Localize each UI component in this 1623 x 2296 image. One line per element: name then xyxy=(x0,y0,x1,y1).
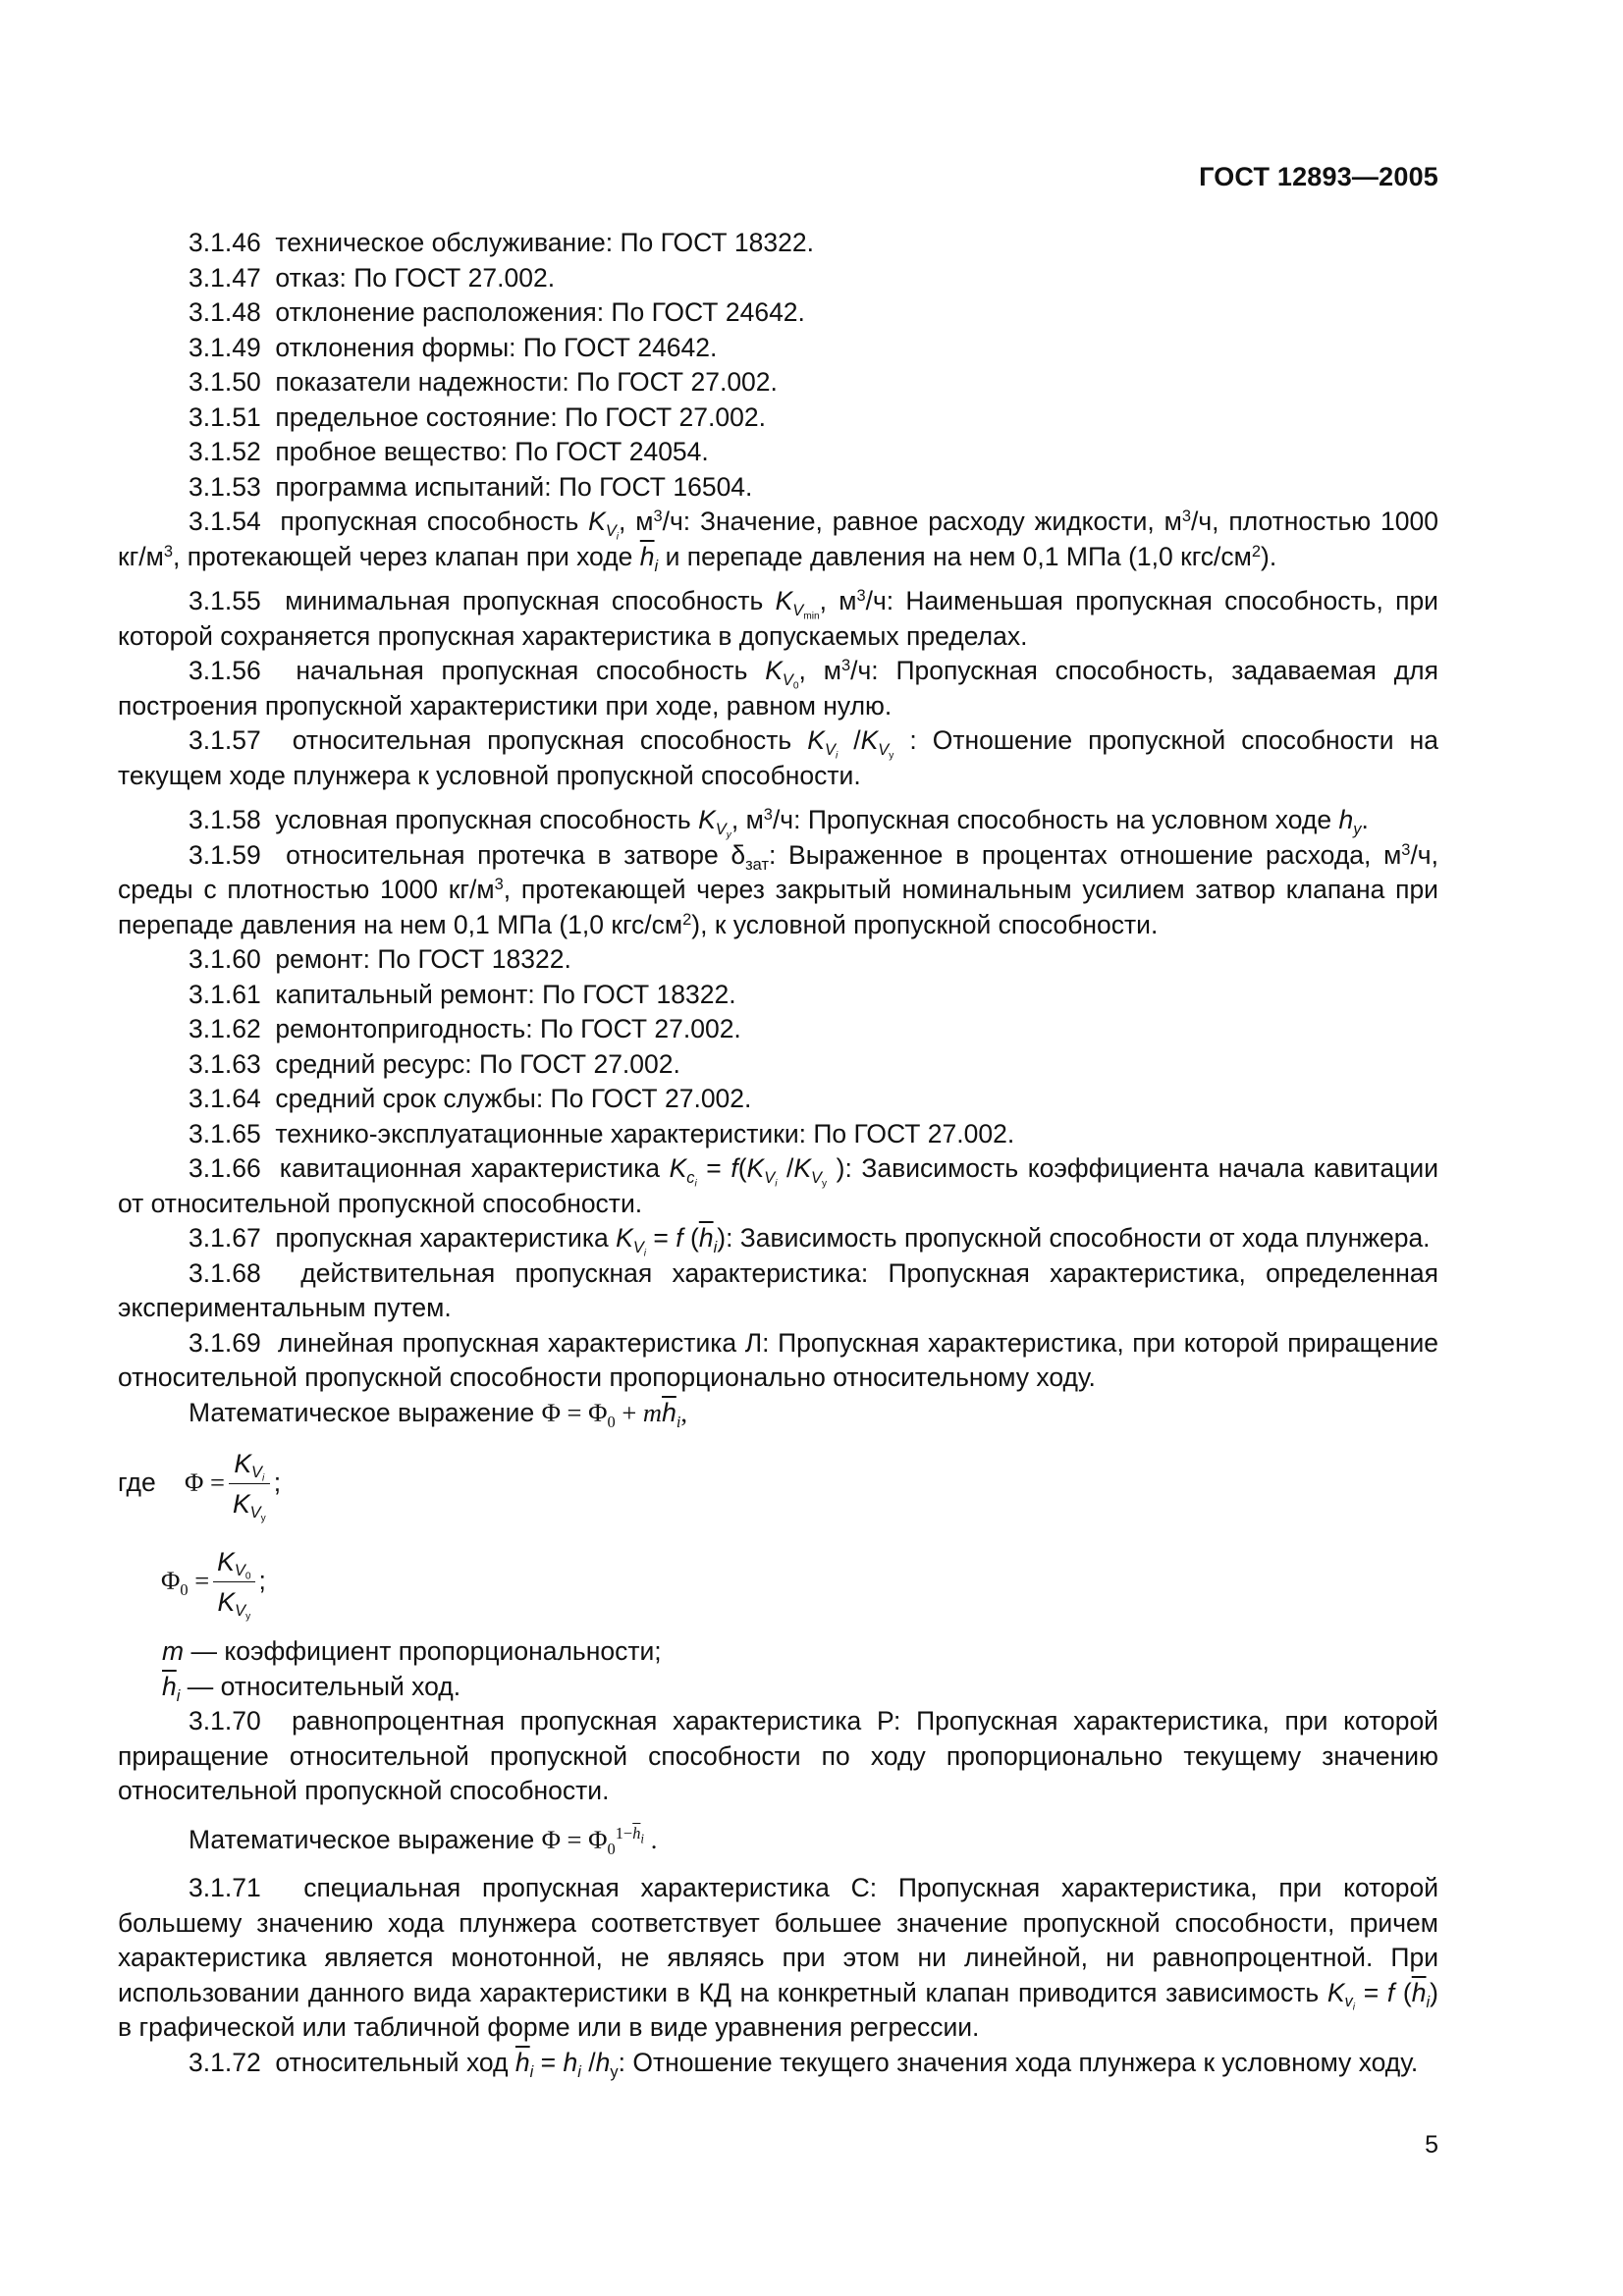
term-item-3-1-56: 3.1.56 начальная пропускная способность $K_{V_0}$, $м^3/ч$: Пропускная способность, задаваемая для построения пропускной характеристики при ходе, равном нулю. xyxy=(118,656,1438,721)
term-item: 3.1.49 отклонения формы: По ГОСТ 24642. xyxy=(189,332,718,362)
term-item: 3.1.50 показатели надежности: По ГОСТ 27.002. xyxy=(189,367,778,397)
term-item-3-1-57: 3.1.57 относительная пропускная способность $K_{V_i}$ $/K_{V_y}$ : Отношение пропускной способности на текущем ходе плунжера к условной пропускной способности. xyxy=(118,725,1438,790)
term-item-3-1-68: 3.1.68 действительная пропускная характеристика: Пропускная характеристика, определенная экспериментальным путем. xyxy=(118,1257,1438,1322)
math-expression-equal-percentage: Математическое выражение $\Phi = \Phi_0^{1-\overline{h}_i}$ . xyxy=(189,1824,658,1858)
definition-m: m — коэффициент пропорциональности; xyxy=(162,1636,662,1666)
term-item-3-1-55: 3.1.55 минимальная пропускная способность $K_{V_{min}}$, $м^3/ч$: Наименьшая пропускная способность, при которой сохраняется пропускная характеристика в допускаемых пределах. xyxy=(118,586,1438,651)
term-item: 3.1.48 отклонение расположения: По ГОСТ 24642. xyxy=(189,297,805,327)
term-item-3-1-58: 3.1.58 условная пропускная способность $K_{V_y}$, $м^3/ч$: Пропускная способность на условном ходе $h_y$. xyxy=(189,805,1369,841)
term-item-3-1-69: 3.1.69 линейная пропускная характеристика Л: Пропускная характеристика, при которой приращение относительной пропускной способности пропорционально относительному ходу. xyxy=(118,1327,1439,1392)
term-item-3-1-59: 3.1.59 относительная протечка в затворе $\delta_{зат}$: Выраженное в процентах отношение расхода, $м^3/ч$, среды с плотностью 1000 $кг/м^3$, протекающей через закрытый номинальным усилием затвор клапана при перепаде давления на нем 0,1 МПа (1,0 кгс/$см^2$), к условной пропускной способности. xyxy=(118,839,1438,939)
term-item-3-1-67: 3.1.67 пропускная характеристика $K_{V_i} = f$ $(\overline{h}_i)$: Зависимость пропускной способности от хода плунжера. xyxy=(189,1223,1431,1259)
document-code-header: ГОСТ 12893—2005 xyxy=(1199,162,1438,191)
term-item-3-1-66: 3.1.66 кавитационная характеристика $K_{c_i} = f(K_{V_i}$ $/K_{V_y}$ ): Зависимость коэффициента начала кавитации от относительной пропускной способности. xyxy=(118,1153,1439,1218)
term-item: 3.1.47 отказ: По ГОСТ 27.002. xyxy=(189,262,556,293)
term-item-3-1-72: 3.1.72 относительный ход $\overline{h}_i = h_i$ $/h_y$: Отношение текущего значения хода плунжера к условному ходу. xyxy=(189,2047,1419,2081)
term-item: 3.1.65 технико-эксплуатационные характеристики: По ГОСТ 27.002. xyxy=(189,1118,1015,1148)
term-item: 3.1.53 программа испытаний: По ГОСТ 16504. xyxy=(189,471,753,502)
page-number: 5 xyxy=(1425,2131,1438,2159)
formula-phi-0: $\Phi_0$ = $\frac{K_{V_0}}{K_{V_y}}$ ; xyxy=(161,1546,266,1623)
term-item: 3.1.52 пробное вещество: По ГОСТ 24054. xyxy=(189,437,709,466)
term-item-3-1-70: 3.1.70 равнопроцентная пропускная характеристика Р: Пропускная характеристика, при которой приращение относительной пропускной способности по ходу пропорционально текущему значению относительной пропускной способности. xyxy=(118,1706,1438,1805)
term-item: 3.1.51 предельное состояние: По ГОСТ 27.002. xyxy=(189,401,766,432)
term-item: 3.1.46 техническое обслуживание: По ГОСТ 18322. xyxy=(189,228,814,257)
term-item: 3.1.64 средний срок службы: По ГОСТ 27.002. xyxy=(189,1084,752,1113)
formula-phi: где Φ = $\frac{K_{V_i}}{K_{V_y}}$ ; xyxy=(118,1448,282,1524)
term-item-3-1-71: 3.1.71 специальная пропускная характеристика С: Пропускная характеристика, при которой большему значению хода плунжера соответствует большее значение пропускной способности, причем характеристика является монотонной, не являясь при этом ни линейной, ни равнопроцентной. При использовании данного вида характеристики в КД на конкретный клапан приводится зависимость $K_{v_i} = f$ $(\overline{h}_i)$ в графической или табличной форме или в виде уравнения регрессии. xyxy=(118,1873,1438,2042)
math-expression-linear: Математическое выражение $\Phi = \Phi_0 + m\overline{h}_i$, xyxy=(189,1397,688,1431)
term-item: 3.1.61 капитальный ремонт: По ГОСТ 18322. xyxy=(189,979,736,1009)
term-item: 3.1.60 ремонт: По ГОСТ 18322. xyxy=(189,944,571,974)
term-item: 3.1.62 ремонтопригодность: По ГОСТ 27.002. xyxy=(189,1014,741,1043)
definition-h: $\overline{h}_i$ — относительный ход. xyxy=(162,1671,461,1705)
document-body xyxy=(118,226,1438,2080)
term-item-3-1-54: 3.1.54 пропускная способность $K_{V_i}$, $м^3/ч$: Значение, равное расходу жидкости, $м^3/ч$, плотностью 1000 $кг/м^3$, протекающей через клапан при ходе $\overline{h}_i$ и перепаде давления на нем 0,1 МПа (1,0 кгс/$см^2$). xyxy=(118,507,1438,575)
term-item: 3.1.63 средний ресурс: По ГОСТ 27.002. xyxy=(189,1048,680,1079)
